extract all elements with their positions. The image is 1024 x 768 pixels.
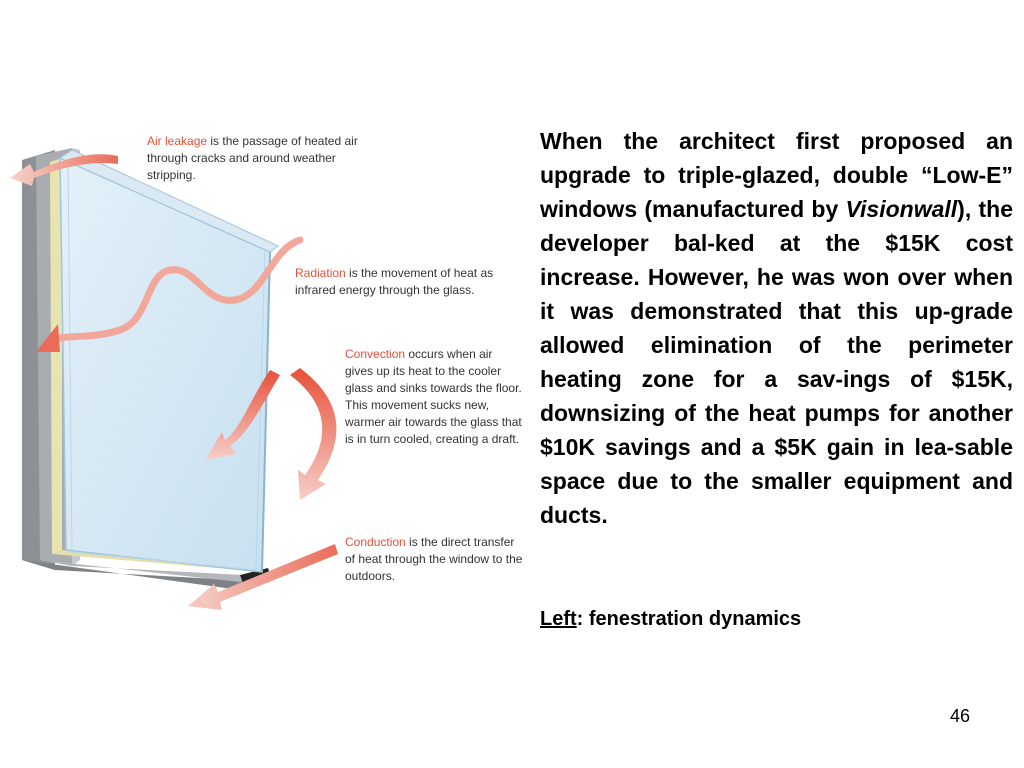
convection-arrow-down (290, 368, 336, 500)
air-leakage-term: Air leakage (147, 134, 208, 148)
body-text-part1: When the architect first proposed an upgrade to triple-glazed, double “Low-E” windows (manufactured by (540, 128, 1013, 222)
radiation-callout (295, 265, 520, 299)
glass-panes (60, 150, 278, 572)
figure-caption (540, 605, 1010, 633)
page-number: 46 (949, 706, 970, 726)
air-leakage-callout (147, 133, 387, 184)
radiation-term: Radiation (295, 266, 346, 280)
fenestration-diagram (0, 120, 530, 650)
radiation-text: is the movement of heat as infrared energy through the glass. (295, 266, 494, 297)
convection-text: occurs when air gives up its heat to the cooler glass and sinks towards the floor. This movement sucks new, warmer air towards the glass that is in turn cooled, creating a draft. (345, 347, 522, 446)
convection-callout (345, 346, 523, 448)
air-leakage-text: is the passage of heated air through cracks and around weather stripping. (147, 134, 358, 182)
conduction-term: Conduction (345, 535, 406, 549)
conduction-text: is the direct transfer of heat through the window to the outdoors. (345, 535, 523, 583)
convection-term: Convection (345, 347, 406, 361)
caption-label: Left (540, 608, 577, 630)
brand-name: Visionwall (845, 196, 958, 222)
body-text-part2: ), the developer bal-ked at the $15K cost increase. However, he was won over when it was demonstrated that this up-grade allowed elimination of the perimeter heating zone for a sav-ings of $15K, downsizing of the heat pumps for another $10K savings and a $5K gain in lea-sable space due to the smaller equipment and ducts. (540, 196, 1013, 528)
conduction-callout (345, 534, 525, 585)
slide-body-text (540, 124, 1013, 532)
caption-text: : fenestration dynamics (576, 608, 802, 630)
